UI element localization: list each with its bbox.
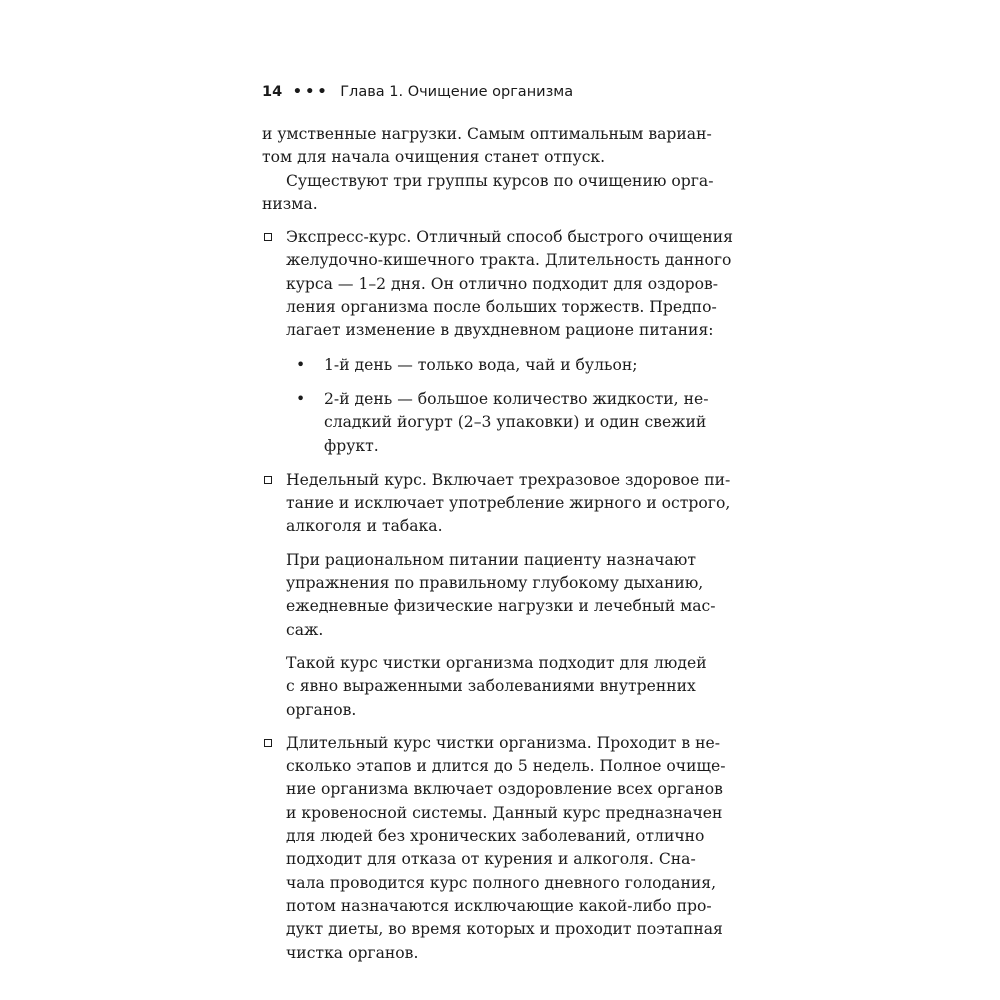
text-line: ления организма после больших торжеств. Предпо- bbox=[286, 298, 717, 317]
text-line: ние организма включает оздоровление всех органов bbox=[286, 780, 723, 799]
list-item-weekly-course bbox=[262, 469, 752, 722]
list-item-express-course bbox=[262, 226, 752, 342]
text-line: Существуют три группы курсов по очищению орга- bbox=[286, 171, 714, 190]
text-line: лагает изменение в двухдневном рационе питания: bbox=[286, 321, 714, 340]
text-line: органов. bbox=[286, 700, 357, 719]
text-line: для людей без хронических заболеваний, отлично bbox=[286, 827, 705, 846]
text-line: желудочно-кишечного тракта. Длительность данного bbox=[286, 251, 732, 270]
list-item-long-course bbox=[262, 732, 752, 965]
text-line: упражнения по правильному глубокому дыханию, bbox=[286, 574, 704, 593]
text-line: Длительный курс чистки организма. Проходит в не- bbox=[262, 732, 752, 755]
header-dots: ••• bbox=[292, 84, 330, 100]
sub-list-item-day2 bbox=[262, 388, 752, 458]
bullet-dot-icon: • bbox=[296, 389, 306, 408]
text-line: подходит для отказа от курения и алкоголя. Сна- bbox=[286, 850, 696, 869]
page-number: 14 bbox=[262, 84, 283, 100]
groups-paragraph bbox=[262, 170, 752, 217]
text-line: чала проводится курс полного дневного голодания, bbox=[286, 873, 717, 892]
text-line: том для начала очищения станет отпуск. bbox=[262, 148, 606, 167]
text-line: Недельный курс. Включает трехразовое здоровое пи- bbox=[262, 469, 752, 492]
body-text bbox=[262, 123, 752, 965]
text-line: и умственные нагрузки. Самым оптимальным вариан- bbox=[262, 125, 712, 143]
text-line: • 2-й день — большое количество жидкости, не- bbox=[262, 388, 752, 411]
running-header bbox=[262, 80, 752, 106]
bullet-dot-icon: • bbox=[296, 355, 306, 374]
checkbox-bullet-icon bbox=[264, 739, 272, 747]
text-line: ежедневные физические нагрузки и лечебный мас- bbox=[286, 597, 716, 616]
text-line: и кровеносной системы. Данный курс предназначен bbox=[286, 803, 723, 822]
text-line: низма. bbox=[262, 194, 318, 213]
text-line: Такой курс чистки организма подходит для людей bbox=[286, 653, 707, 672]
text-line: тание и исключает употребление жирного и острого, bbox=[286, 494, 731, 513]
text-line: потом назначаются исключающие какой-либо про- bbox=[286, 896, 712, 915]
text-line: дукт диеты, во время которых и проходит поэтапная bbox=[286, 920, 723, 939]
text-line: алкоголя и табака. bbox=[286, 517, 443, 536]
text-line: курса — 1–2 дня. Он отлично подходит для оздоров- bbox=[286, 274, 719, 293]
chapter-title: Глава 1. Очищение организма bbox=[340, 84, 574, 100]
sub-list-item-day1: • 1-й день — только вода, чай и бульон; bbox=[262, 354, 752, 377]
intro-paragraph bbox=[262, 123, 752, 170]
text-line: Экспресс-курс. Отличный способ быстрого очищения bbox=[262, 226, 752, 249]
text-line: сладкий йогурт (2–3 упаковки) и один свежий bbox=[324, 413, 707, 432]
checkbox-bullet-icon bbox=[264, 233, 272, 241]
text-line: чистка органов. bbox=[286, 943, 419, 962]
checkbox-bullet-icon bbox=[264, 476, 272, 484]
book-page bbox=[262, 80, 752, 965]
text-line: При рациональном питании пациенту назначают bbox=[286, 550, 697, 569]
text-line: саж. bbox=[286, 620, 324, 639]
text-line: с явно выраженными заболеваниями внутренних bbox=[286, 677, 696, 696]
text-line: фрукт. bbox=[324, 436, 379, 455]
text-line: сколько этапов и длится до 5 недель. Полное очище- bbox=[286, 757, 726, 776]
